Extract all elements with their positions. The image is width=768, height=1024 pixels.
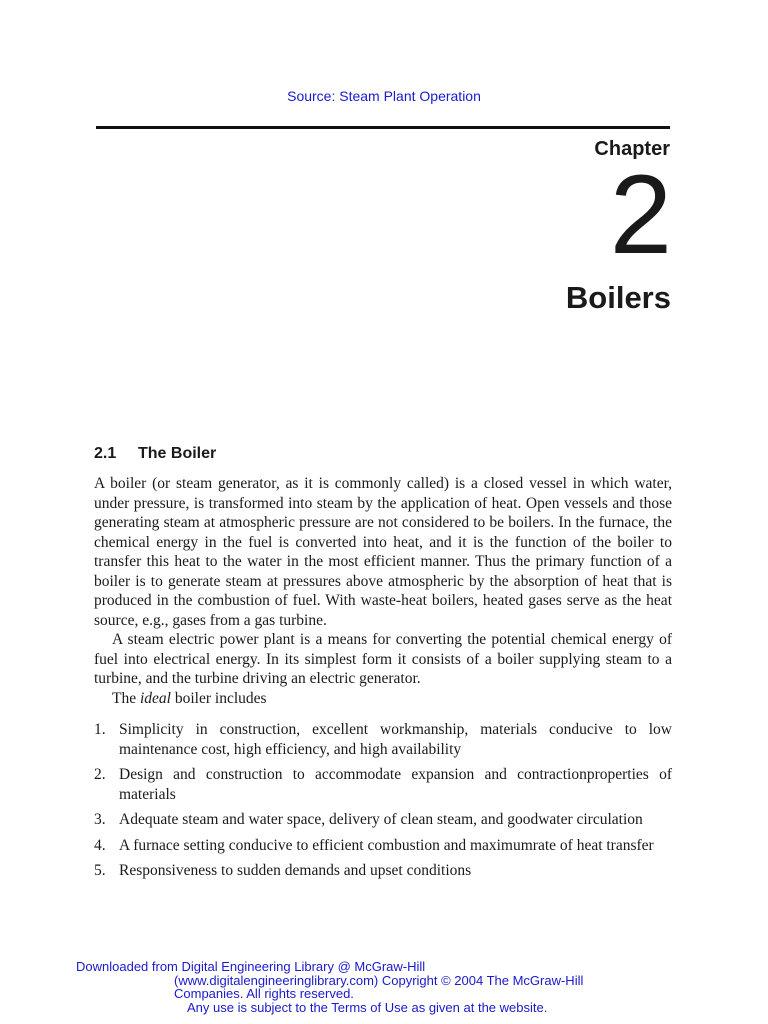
footer-line[interactable]: Companies. All rights reserved. <box>174 986 354 1001</box>
footer-line[interactable]: Any use is subject to the Terms of Use as given at the website. <box>187 999 548 1015</box>
footer-notice[interactable] <box>76 960 696 1014</box>
chapter-number: 2 <box>609 152 672 277</box>
ideal-emphasis: ideal <box>139 689 171 707</box>
body-text <box>94 474 672 887</box>
list-item-number: 4. <box>94 836 106 854</box>
list-item-number: 1. <box>94 721 106 738</box>
footer-line[interactable]: (www.digitalengineeringlibrary.com) Copyright © 2004 The McGraw-Hill <box>174 972 584 988</box>
chapter-label: Chapter <box>594 138 670 160</box>
section-title: The Boiler <box>138 445 217 462</box>
chapter-rule <box>96 126 670 129</box>
list-item-number: 2. <box>94 766 106 783</box>
list-item <box>94 810 672 830</box>
list-item <box>94 836 672 856</box>
list-item-text: Simplicity in construction, excellent workmanship, materials conducive to low maintenance cost, high efficiency, and high availability <box>119 721 672 758</box>
list-item-text: Design and construction to accommodate expansion and contractionproperties of materials <box>119 766 672 803</box>
source-link[interactable]: Source: Steam Plant Operation <box>287 88 481 104</box>
list-item-text: A furnace setting conducive to efficient combustion and maximumrate of heat transfer <box>119 836 654 854</box>
list-item-number: 5. <box>94 862 106 879</box>
ideal-intro-after: boiler includes <box>170 689 267 707</box>
section-number: 2.1 <box>94 445 117 462</box>
list-item-number: 3. <box>94 811 106 828</box>
list-item <box>94 720 672 759</box>
ideal-intro <box>94 689 672 709</box>
section-heading <box>94 445 216 463</box>
footer-line[interactable]: Downloaded from Digital Engineering Library @ McGraw-Hill <box>76 959 426 974</box>
chapter-title: Boilers <box>565 280 671 315</box>
list-item <box>94 765 672 804</box>
list-item <box>94 861 672 881</box>
list-item-text: Responsiveness to sudden demands and upset conditions <box>119 862 472 879</box>
paragraph: A steam electric power plant is a means for converting the potential chemical energy of fuel into electrical energy. In its simplest form it consists of a boiler supplying steam to a turbine, and the turbine driving an electric generator. <box>94 631 672 687</box>
list-item-text: Adequate steam and water space, delivery of clean steam, and goodwater circulation <box>119 811 643 828</box>
ideal-intro-before: The <box>112 689 140 707</box>
ideal-boiler-list <box>94 720 672 881</box>
paragraph: A boiler (or steam generator, as it is commonly called) is a closed vessel in which water, under pressure, is transformed into steam by the application of heat. Open vessels and those generating steam at atmospheric pressure are not considered to be boilers. In the furnace, the chemical energy in the fuel is converted into heat, and it is the function of the boiler to transfer this heat to the water in the most efficient manner. Thus the primary function of a boiler is to generate steam at pressures above atmospheric by the absorption of heat that is produced in the combustion of fuel. With waste-heat boilers, heated gases serve as the heat source, e.g., gases from a gas turbine. <box>94 475 672 629</box>
